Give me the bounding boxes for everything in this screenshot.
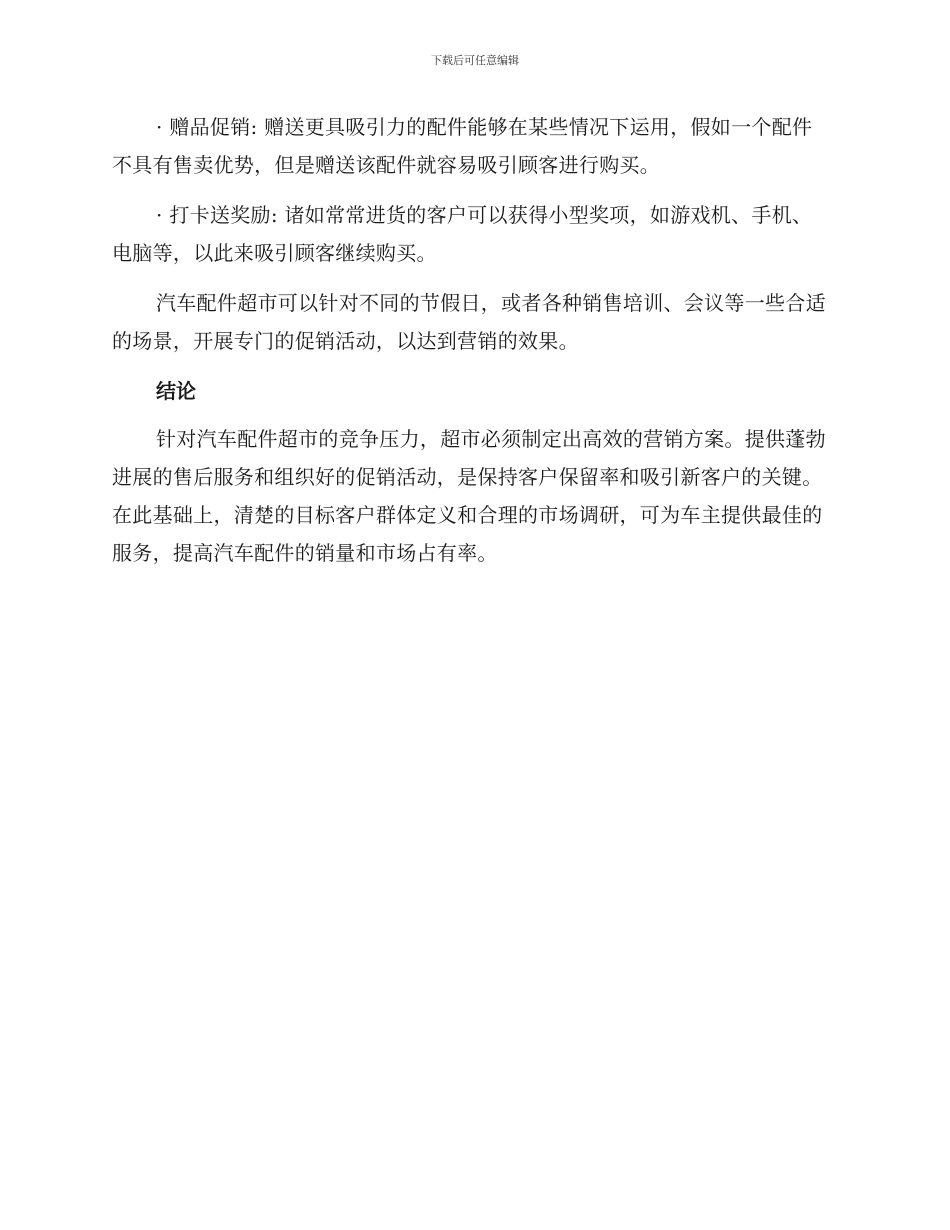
paragraph-holiday-promotion: 汽车配件超市可以针对不同的节假日，或者各种销售培训、会议等一些合适的场景，开展专门的促销活动，以达到营销的效果。 [112, 291, 826, 353]
paragraph-gift-promotion: · 赠品促销: 赠送更具吸引力的配件能够在某些情况下运用，假如一个配件不具有售卖优势，但是赠送该配件就容易吸引顾客进行购买。 [112, 115, 813, 177]
conclusion-heading: 结论 [156, 379, 196, 403]
paragraph-conclusion: 针对汽车配件超市的竞争压力，超市必须制定出高效的营销方案。提供蓬勃进展的售后服务和组织好的促销活动，是保持客户保留率和吸引新客户的关键。在此基础上，清楚的目标客户群体定义和合理的市场调研，可为车主提供最佳的服务，提高汽车配件的销量和市场占有率。 [112, 427, 826, 565]
page-header: 下载后可任意编辑 [431, 54, 519, 67]
paragraph-checkin-reward: · 打卡送奖励: 诸如常常进货的客户可以获得小型奖项，如游戏机、手机、电脑等，以此来吸引顾客继续购买。 [112, 203, 813, 265]
document-body [112, 108, 832, 584]
